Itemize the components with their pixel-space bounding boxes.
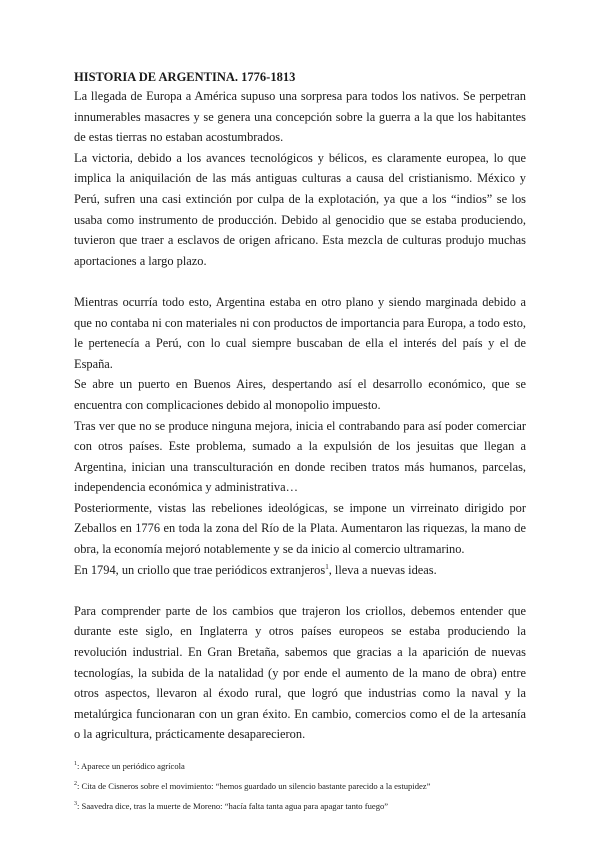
paragraph-contraband: Tras ver que no se produce ninguna mejora, inicia el contrabando para así poder comerciar con otros países. Este problema, sumado a la expulsión de los jesuitas que llegan a Argentina, inician una transculturación en donde reciben tratos más humanos, parcelas, independencia económica y administrativa… <box>74 418 526 495</box>
footnotes <box>74 756 526 816</box>
paragraph-argentina: Mientras ocurría todo esto, Argentina estaba en otro plano y siendo marginada debido a que no contaba ni con materiales ni con productos de importancia para Europa, a todo esto, le pertenecía a Perú, con lo cual siempre buscaban de ella el interés del país y el de España. <box>74 294 526 371</box>
footnote-text: : Saavedra dice, tras la muerte de Moreno: “hacía falta tanta agua para apagar tanto fuego” <box>77 801 389 811</box>
paragraph-victory: La victoria, debido a los avances tecnológicos y bélicos, es claramente europea, lo que implica la aniquilación de las más antiguas culturas a causa del cristianismo. México y Perú, sufren una casi extinción por culpa de la explotación, ya que a los “indios” se los usaba como instrumento de producción. Debido al genocidio que se estaba produciendo, tuvieron que traer a esclavos de origen africano. Esta mezcla de culturas produjo muchas aportaciones a largo plazo. <box>74 150 526 268</box>
document-body <box>74 68 526 745</box>
paragraph-industrial-revolution: Para comprender parte de los cambios que trajeron los criollos, debemos entender que durante este siglo, en Inglaterra y otros países europeos se estaba produciendo la revolución industrial. En Gran Bretaña, sabemos que gracias a la aparición de nuevas tecnologías, la subida de la natalidad (y por ende el aumento de la mano de obra) entre otros aspectos, llevaron al éxodo rural, que logró que industrias como la naval y la metalúrgica funcionaran con un gran éxito. En cambio, comercios como el de la artesanía o la agricultura, prácticamente desaparecieron. <box>74 603 526 742</box>
paragraph-arrival: La llegada de Europa a América supuso una sorpresa para todos los nativos. Se perpetran innumerables masacres y se genera una concepción sobre la guerra a la que los habitantes de estas tierras no estaban acostumbrados. <box>74 89 526 145</box>
paragraph-1794-text: En 1794, un criollo que trae periódicos extranjeros <box>74 562 326 577</box>
footnote-mark: 3 <box>74 801 77 808</box>
footnote-text: : Cita de Cisneros sobre el movimiento: “hemos guardado un silencio bastante parecido a la estupidez” <box>77 781 431 791</box>
paragraph-spacer <box>74 580 526 601</box>
paragraph-spacer <box>74 271 526 292</box>
footnote-text: : Aparece un periódico agrícola <box>77 761 185 771</box>
footnote-reference[interactable]: 1 <box>325 562 329 571</box>
paragraph-viceroyalty: Posteriormente, vistas las rebeliones ideológicas, se impone un virreinato dirigido por Zeballos en 1776 en toda la zona del Río de la Plata. Aumentaron las riquezas, la mano de obra, la economía mejoró notablemente y se da inicio al comercio ultramarino. <box>74 500 526 557</box>
footnote-mark: 1 <box>74 761 77 768</box>
document-title: HISTORIA DE ARGENTINA. 1776-1813 <box>74 70 296 84</box>
paragraph-1794-tail: , lleva a nuevas ideas. <box>328 562 437 577</box>
footnote-3 <box>74 796 526 816</box>
footnote-mark: 2 <box>74 781 77 788</box>
paragraph-1794 <box>74 560 526 581</box>
footnote-2 <box>74 776 526 796</box>
paragraph-port: Se abre un puerto en Buenos Aires, despertando así el desarrollo económico, que se encuentra con complicaciones debido al monopolio impuesto. <box>74 377 526 412</box>
footnote-1 <box>74 756 526 776</box>
